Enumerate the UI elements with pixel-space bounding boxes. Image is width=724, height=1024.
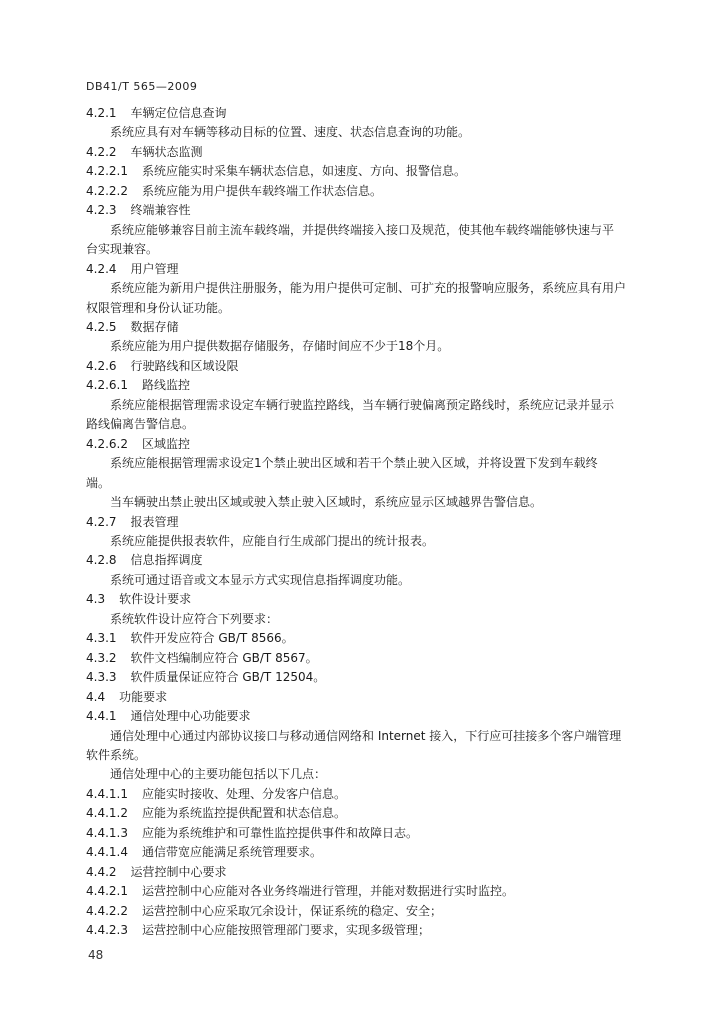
paragraph-line: 当车辆驶出禁止驶出区域或驶入禁止驶入区域时，系统应显示区域越界告警信息。 <box>110 495 543 510</box>
section-text: 车辆定位信息查询 <box>130 106 227 120</box>
section-number: 4.2.4 <box>86 261 117 276</box>
section-heading <box>74 435 660 454</box>
section-text: 用户管理 <box>130 261 179 276</box>
paragraph-line: 系统软件设计应符合下列要求： <box>110 611 279 626</box>
section-text: 数据存储 <box>130 319 179 334</box>
section-number: 4.4.2.1 <box>86 884 128 899</box>
section-number: 4.4.1.1 <box>86 786 128 801</box>
paragraph-line: 系统应能够兼容目前主流车载终端，并提供终端接入接口及规范，使其他车载终端能够快速与平 <box>110 222 615 237</box>
section-heading <box>74 688 660 707</box>
section-number: 4.4.1 <box>86 709 117 724</box>
section-number: 4.2.2.1 <box>86 164 128 179</box>
paragraph-continuation-line: 软件系统。 <box>86 747 147 762</box>
paragraph-line: 系统应具有对车辆等移动目标的位置、速度、状态信息查询的功能。 <box>110 125 471 140</box>
section-number: 4.4.1.3 <box>86 825 128 840</box>
section-text: 信息指挥调度 <box>130 553 203 568</box>
section-text: 车辆状态监测 <box>130 144 203 159</box>
section-heading <box>74 902 660 921</box>
section-number: 4.2.5 <box>86 319 117 334</box>
paragraph-continuation-line: 台实现兼容。 <box>86 242 159 257</box>
section-text: 运营控制中心应能按照管理部门要求，实现多级管理； <box>141 923 430 938</box>
section-number: 4.3 <box>86 592 106 607</box>
section-text: 软件设计要求 <box>119 592 192 607</box>
paragraph-line: 通信处理中心的主要功能包括以下几点： <box>110 767 327 782</box>
section-heading <box>74 921 660 940</box>
section-text: 行驶路线和区域设限 <box>130 358 239 373</box>
section-heading <box>74 143 660 162</box>
section-heading <box>74 201 660 220</box>
section-text: 软件开发应符合 GB/T 8566。 <box>130 631 294 646</box>
section-text: 系统应能实时采集车辆状态信息，如速度、方向、报警信息。 <box>141 164 466 179</box>
section-heading <box>74 649 660 668</box>
section-text: 运营控制中心应能对各业务终端进行管理，并能对数据进行实时监控。 <box>141 884 514 899</box>
section-heading <box>74 590 660 609</box>
section-text: 终端兼容性 <box>130 203 191 218</box>
section-heading <box>74 668 660 687</box>
section-number: 4.4.2 <box>86 864 117 879</box>
section-number: 4.2.1 <box>86 106 117 120</box>
section-number: 4.2.2 <box>86 144 117 159</box>
section-text: 应能为系统维护和可靠性监控提供事件和故障日志。 <box>141 825 418 840</box>
section-text: 功能要求 <box>119 689 168 704</box>
section-number: 4.2.2.2 <box>86 183 128 198</box>
paragraph-line: 通信处理中心通过内部协议接口与移动通信网络和 Internet 接入，下行应可挂接多个客户端管理 <box>110 728 622 743</box>
section-number: 4.2.6.2 <box>86 436 128 451</box>
section-text: 通信处理中心功能要求 <box>130 709 251 724</box>
section-heading <box>74 551 660 570</box>
section-text: 区域监控 <box>141 436 190 451</box>
section-heading <box>74 882 660 901</box>
section-heading <box>74 104 660 123</box>
section-text: 运营控制中心要求 <box>130 864 227 879</box>
section-heading <box>74 162 660 181</box>
section-number: 4.3.2 <box>86 650 117 665</box>
section-text: 软件质量保证应符合 GB/T 12504。 <box>130 670 326 685</box>
section-text: 应能实时接收、处理、分发客户信息。 <box>141 786 346 801</box>
section-number: 4.4.1.4 <box>86 845 128 860</box>
page-number: 48 <box>88 948 104 962</box>
section-heading <box>74 182 660 201</box>
section-heading <box>74 824 660 843</box>
paragraph-line: 系统可通过语音或文本显示方式实现信息指挥调度功能。 <box>110 572 411 587</box>
paragraph-continuation-line: 权限管理和身份认证功能。 <box>86 300 231 315</box>
section-heading <box>74 318 660 337</box>
paragraph-line: 系统应能为新用户提供注册服务，能为用户提供可定制、可扩充的报警响应服务，系统应具有用户 <box>110 281 627 296</box>
section-text: 运营控制中心应采取冗余设计，保证系统的稳定、安全； <box>141 903 442 918</box>
section-text: 通信带宽应能满足系统管理要求。 <box>141 845 322 860</box>
paragraph-line: 系统应能为用户提供数据存储服务，存储时间应不少于18个月。 <box>110 339 450 354</box>
section-text: 路线监控 <box>141 378 190 393</box>
section-number: 4.4.1.2 <box>86 806 128 821</box>
section-text: 软件文档编制应符合 GB/T 8567。 <box>130 650 318 665</box>
section-heading <box>74 843 660 862</box>
section-text: 报表管理 <box>130 514 179 529</box>
page-header-standard-id: DB41/T 565—2009 <box>86 80 198 93</box>
document-body <box>74 104 660 940</box>
section-heading <box>74 707 660 726</box>
section-number: 4.2.7 <box>86 514 117 529</box>
section-heading <box>74 260 660 279</box>
section-number: 4.3.3 <box>86 670 117 685</box>
paragraph-line: 系统应能根据管理需求设定车辆行驶监控路线，当车辆行驶偏离预定路线时，系统应记录并显示 <box>110 397 615 412</box>
paragraph-line: 系统应能提供报表软件，应能自行生成部门提出的统计报表。 <box>110 533 435 548</box>
paragraph-continuation-line: 端。 <box>86 475 111 490</box>
section-number: 4.2.6 <box>86 358 117 373</box>
section-number: 4.2.8 <box>86 553 117 568</box>
section-heading <box>74 785 660 804</box>
section-number: 4.4.2.2 <box>86 903 128 918</box>
section-text: 应能为系统监控提供配置和状态信息。 <box>141 806 346 821</box>
section-heading <box>74 357 660 376</box>
section-heading <box>74 629 660 648</box>
section-heading <box>74 863 660 882</box>
section-number: 4.4.2.3 <box>86 923 128 938</box>
section-number: 4.2.3 <box>86 203 117 218</box>
section-heading <box>74 376 660 395</box>
paragraph-line: 系统应能根据管理需求设定1个禁止驶出区域和若干个禁止驶入区域，并将设置下发到车载终 <box>110 456 598 471</box>
section-text: 系统应能为用户提供车载终端工作状态信息。 <box>141 183 382 198</box>
section-heading <box>74 513 660 532</box>
section-number: 4.3.1 <box>86 631 117 646</box>
section-heading <box>74 804 660 823</box>
section-number: 4.4 <box>86 689 106 704</box>
paragraph-continuation-line: 路线偏离告警信息。 <box>86 417 195 432</box>
section-number: 4.2.6.1 <box>86 378 128 393</box>
